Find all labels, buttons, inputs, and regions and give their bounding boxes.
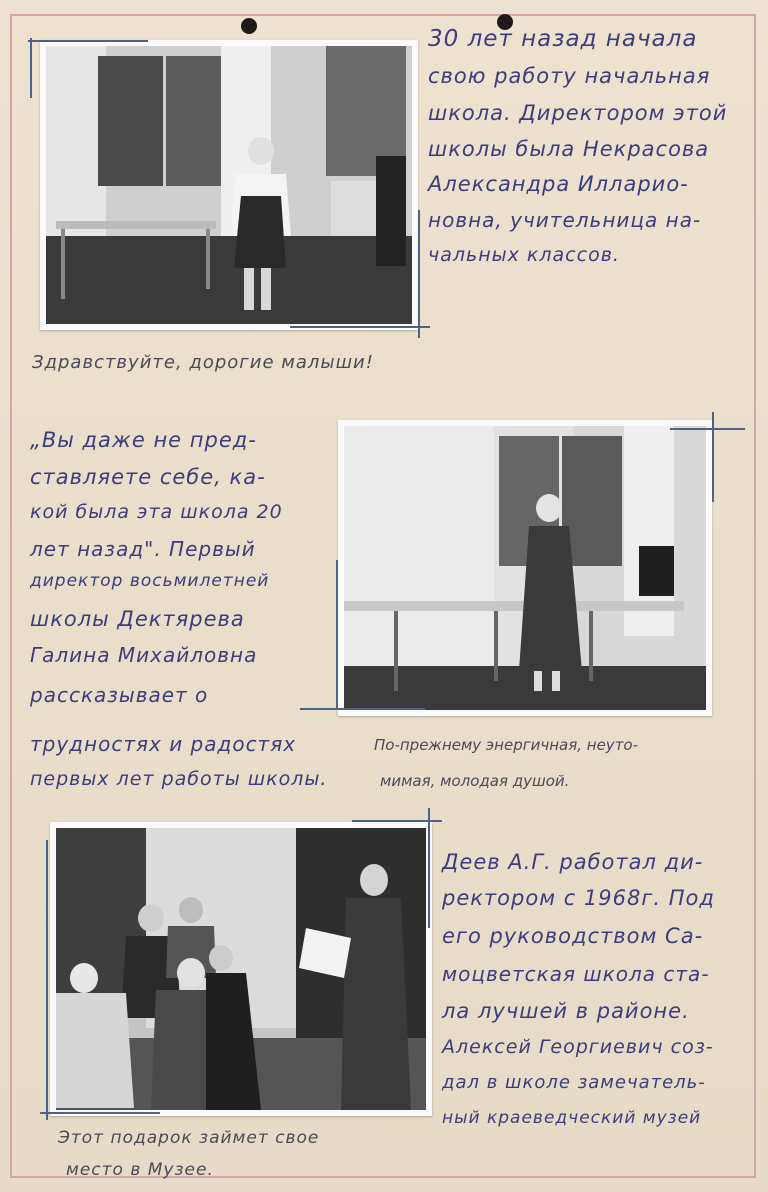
text-line: Александра Илларио-	[428, 172, 689, 196]
text-line: его руководством Са-	[442, 924, 704, 948]
text-line: ставляете себе, ка-	[30, 465, 266, 489]
text-line: ла лучшей в районе.	[442, 999, 690, 1023]
text-line: лет назад". Первый	[30, 537, 256, 561]
corner-line	[712, 412, 714, 502]
text-line: Деев А.Г. работал ди-	[442, 850, 704, 874]
text-line: ректором с 1968г. Под	[442, 886, 715, 910]
corner-line	[352, 820, 442, 822]
corner-line	[290, 326, 430, 328]
corner-line	[30, 38, 32, 98]
punch-hole-left	[241, 18, 257, 34]
text-line: По-прежнему энергичная, неуто-	[374, 736, 639, 754]
text-line: чальных классов.	[428, 244, 620, 266]
text-line: Галина Михайловна	[30, 643, 258, 667]
text-line: новна, учительница на-	[428, 208, 702, 232]
text-line: первых лет работы школы.	[30, 768, 328, 790]
photo-caption-1: Здравствуйте, дорогие малыши!	[32, 352, 374, 373]
corner-line	[28, 40, 148, 42]
text-line: 30 лет назад начала	[428, 26, 698, 52]
caption-line: место в Музее.	[66, 1160, 214, 1180]
text-line: моцветская школа ста-	[442, 962, 710, 986]
text-line: школа. Директором этой	[428, 101, 728, 125]
text-line: дал в школе замечатель-	[442, 1072, 706, 1093]
text-line: школы была Некрасова	[428, 137, 710, 161]
corner-line	[40, 1112, 160, 1114]
text-line: трудностях и радостях	[30, 732, 297, 756]
photo-image	[56, 828, 426, 1110]
text-line: мимая, молодая душой.	[380, 772, 570, 790]
caption-line: Этот подарок займет свое	[58, 1128, 320, 1148]
corner-line	[418, 210, 420, 338]
text-line: „Вы даже не пред-	[30, 428, 257, 452]
text-line: школы Дектярева	[30, 607, 245, 631]
text-line: Алексей Георгиевич соз-	[442, 1036, 714, 1058]
corner-line	[300, 708, 425, 710]
text-line: директор восьмилетней	[30, 571, 270, 591]
photo-gift-presentation	[50, 822, 432, 1116]
corner-line	[670, 428, 745, 430]
corner-line	[46, 840, 48, 1120]
photo-teacher-window	[40, 40, 418, 330]
photo-image	[46, 46, 412, 324]
corner-line	[336, 560, 338, 710]
photo-director-speaking	[338, 420, 712, 716]
photo-image	[344, 426, 706, 710]
corner-line	[428, 808, 430, 928]
text-line: ный краеведческий музей	[442, 1108, 702, 1128]
text-line: свою работу начальная	[428, 64, 711, 88]
text-line: кой была эта школа 20	[30, 501, 283, 523]
text-line: рассказывает о	[30, 683, 209, 707]
